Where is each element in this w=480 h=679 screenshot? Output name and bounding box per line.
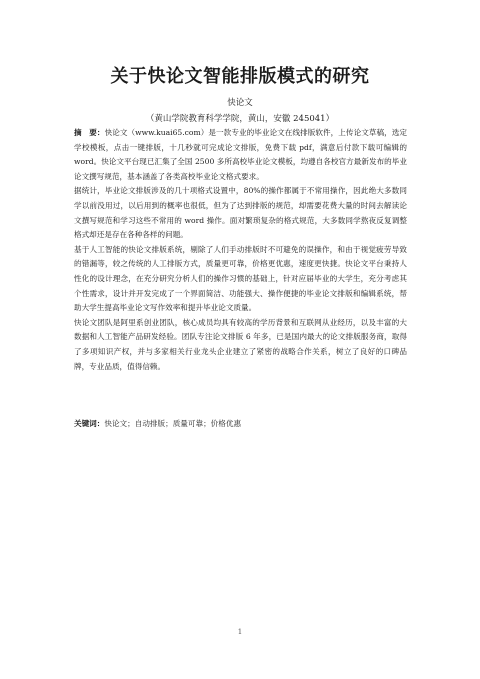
abstract-text: 快论文（www.kuai65.com）是一款专业的毕业论文在线排版软件，上传论文草稿，选定学校模板，点击一键排版，十几秒就可完成论文排版，免费下载 pdf，满意后付款下载可编辑的 word。快论文平台现已汇集了全国 2500 多所高校毕业论文模板，均遵自各校官方最新发布的毕业论文撰写规范，基本涵盖了各类高校毕业论文格式要求。: [74, 128, 408, 181]
abstract-paragraph: [74, 126, 407, 184]
page-number: 1: [237, 628, 243, 636]
author-name: 快论文: [227, 98, 253, 108]
paper-body: [74, 126, 407, 374]
paper-title: 关于快论文智能排版模式的研究: [110, 66, 370, 87]
author-affiliation: （黄山学院教育科学学院，黄山，安徽 245041）: [145, 114, 335, 124]
keywords-line: [74, 417, 407, 432]
abstract-label: 摘 要：: [74, 128, 105, 137]
body-paragraph-2: 基于人工智能的快论文排版系统，剔除了人们手动排版时不可避免的误操作，和由于视觉疲劳导致的错漏等，较之传统的人工排版方式，质量更可靠，价格更优惠，速度更快捷。快论文平台秉持人性化的设计理念，在充分研究分析人们的操作习惯的基础上，针对应届毕业的大学生，充分考虑其个性需求，设计并开发完成了一个界面简洁、功能强大、操作便捷的毕业论文排版和编辑系统，帮助大学生提高毕业论文写作效率和提升毕业论文质量。: [74, 244, 407, 313]
keywords-text: 快论文；自动排版；质量可靠；价格优惠: [104, 419, 242, 428]
body-paragraph-3: 快论文团队是阿里系创业团队，核心成员均具有较高的学历背景和互联网从业经历，以及丰富的大数据和人工智能产品研发经验。团队专注论文排版 6 年多，已是国内最大的论文排版服务商，取得了多项知识产权，并与多家相关行业龙头企业建立了紧密的战略合作关系，树立了良好的口碑品牌，专业品质，值得信赖。: [74, 317, 407, 371]
keywords-label: 关键词：: [74, 419, 105, 428]
body-paragraph-1: 据统计，毕业论文排版涉及的几十项格式设置中，80%的操作都属于不常用操作，因此绝大多数同学以前没用过，以后用到的概率也很低，但为了达到排版的规范，却需要花费大量的时间去解读论文撰写规范和学习这些不常用的 word 操作。面对繁琐复杂的格式规范，大多数同学熬夜反复调整格式却还是存在各种各样的问题。: [74, 186, 407, 240]
